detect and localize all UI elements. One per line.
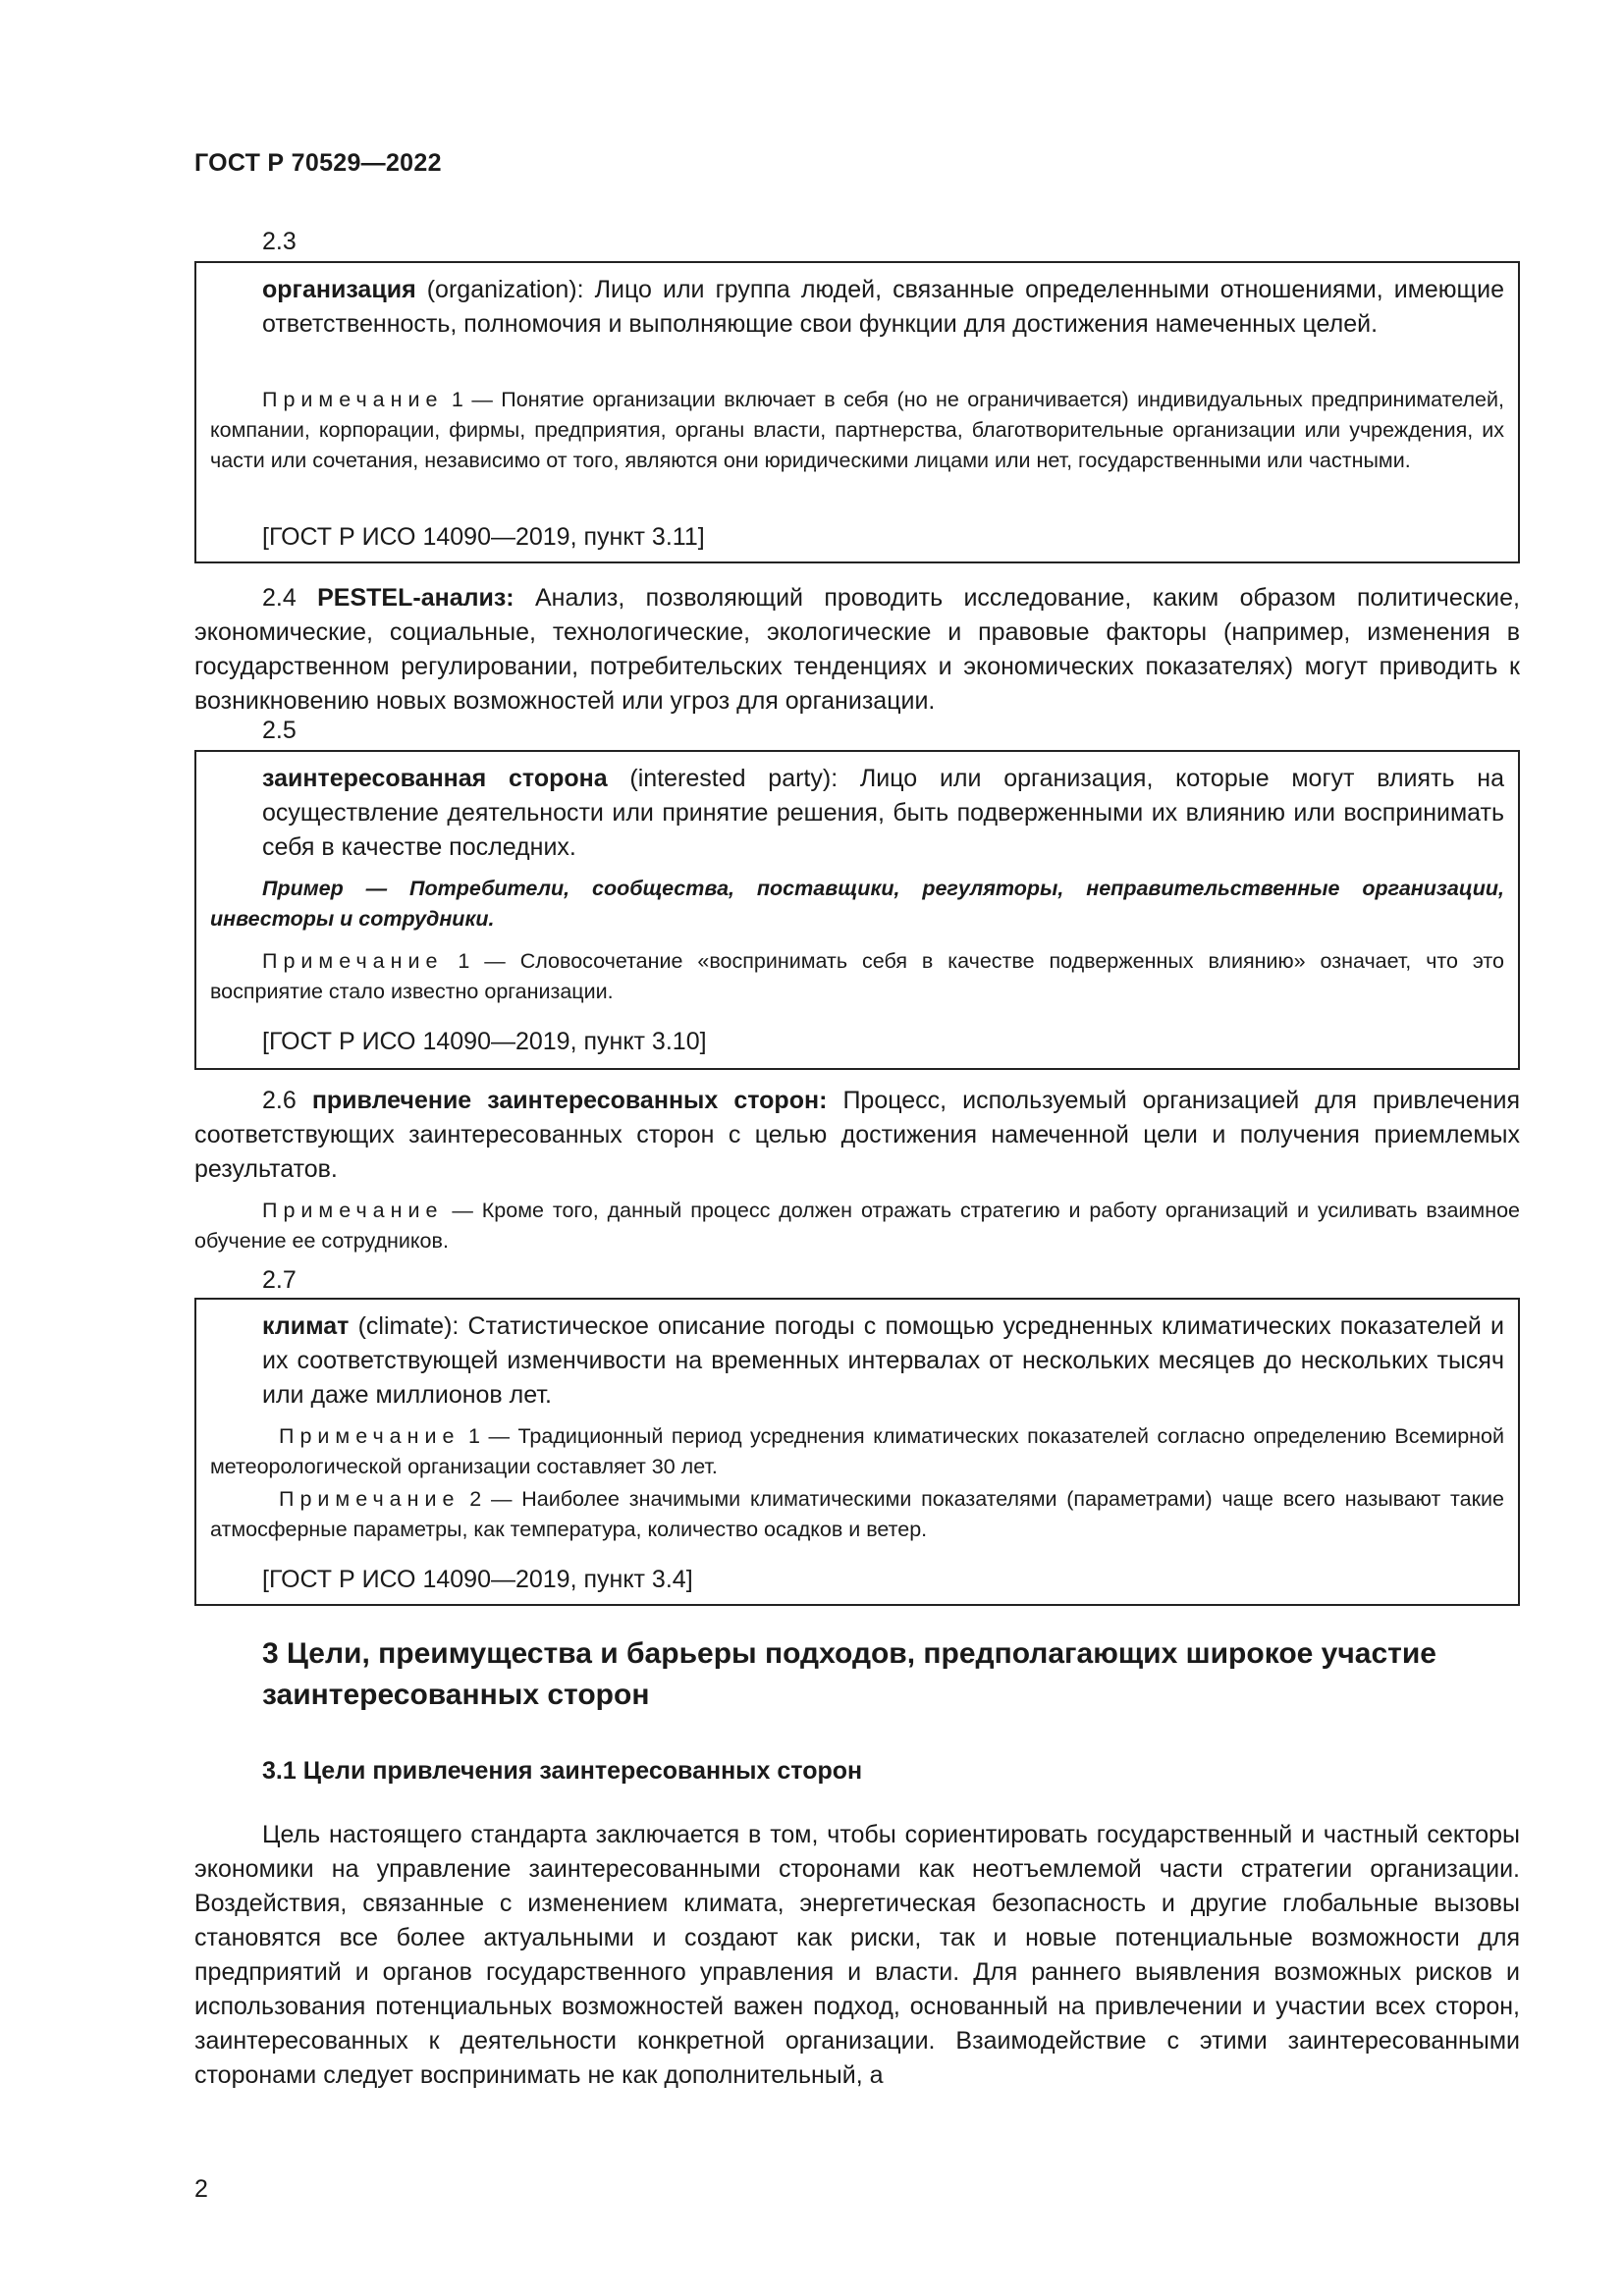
note-text: 1 — Традиционный период усреднения климатических показателей согласно определению Всемирной метеорологической организации составляет 30 лет. <box>210 1424 1504 1478</box>
term-number-2-5: 2.5 <box>262 717 297 744</box>
term-source-2-5: [ГОСТ Р ИСО 14090—2019, пункт 3.10] <box>262 1028 707 1055</box>
subsection-title-3-1: 3.1 Цели привлечения заинтересованных сторон <box>262 1757 863 1785</box>
term-name: PESTEL-анализ: <box>317 584 514 612</box>
term-definition-2-4 <box>194 581 1520 719</box>
definition-text: (organization): Лицо или группа людей, связанные определенными отношениями, имеющие ответственность, полномочия и выполняющие свои функции для достижения намеченных целей. <box>262 276 1504 338</box>
section-title-3: 3 Цели, преимущества и барьеры подходов, предполагающих широкое участие заинтересованных сторон <box>262 1637 1436 1711</box>
term-number-2-4: 2.4 <box>262 584 297 612</box>
term-source-2-7: [ГОСТ Р ИСО 14090—2019, пункт 3.4] <box>262 1566 693 1593</box>
term-note-2-6 <box>194 1196 1520 1256</box>
term-definition-2-5 <box>262 762 1504 865</box>
note-label: Примечание <box>279 1487 460 1511</box>
term-box-2-5 <box>194 750 1520 1070</box>
note-text: — Кроме того, данный процесс должен отражать стратегию и работу организаций и усиливать взаимное обучение ее сотрудников. <box>194 1199 1520 1253</box>
note-text: 1 — Понятие организации включает в себя (но не ограничивается) индивидуальных предпринимателей, компании, корпорации, фирмы, предприятия, органы власти, партнерства, благотворительные организации или учреждения, их части или сочетания, независимо от того, являются они юридическими лицами или нет, государственными или частными. <box>210 388 1504 472</box>
term-definition-2-6 <box>194 1084 1520 1187</box>
note-label: Примечание <box>262 1199 444 1222</box>
term-number-2-3: 2.3 <box>262 228 297 255</box>
definition-text: Анализ, позволяющий проводить исследование, каким образом политические, экономические, социальные, технологические, экологические и правовые факторы (например, изменения в государственном регулировании, потребительских тенденциях и экономических показателях) могут приводить к возникновению новых возможностей или угроз для организации. <box>194 584 1520 715</box>
definition-text: Процесс, используемый организацией для привлечения соответствующих заинтересованных сторон с целью достижения намеченной цели и получения приемлемых результатов. <box>194 1087 1520 1183</box>
note-label: Примечание <box>262 388 444 411</box>
document-header: ГОСТ Р 70529—2022 <box>194 149 442 177</box>
note-text: 2 — Наиболее значимыми климатическими показателями (параметрами) чаще всего называют такие атмосферные параметры, как температура, количество осадков и ветер. <box>210 1487 1504 1541</box>
term-definition-2-7 <box>262 1309 1504 1413</box>
term-note-2-3 <box>210 385 1504 476</box>
term-box-2-7 <box>194 1298 1520 1606</box>
term-name: организация <box>262 276 416 303</box>
term-source-2-3: [ГОСТ Р ИСО 14090—2019, пункт 3.11] <box>262 523 705 551</box>
page-number: 2 <box>194 2175 208 2203</box>
term-note2-2-7 <box>210 1484 1504 1545</box>
definition-text: (climate): Статистическое описание погоды с помощью усредненных климатических показателей и их соответствующей изменчивости на временных интервалах от нескольких месяцев до нескольких тысяч или даже миллионов лет. <box>262 1312 1504 1409</box>
term-note1-2-7 <box>210 1421 1504 1482</box>
term-name: заинтересованная сторона <box>262 765 608 792</box>
term-number-2-7: 2.7 <box>262 1266 297 1294</box>
definition-text: (interested party): Лицо или организация, которые могут влиять на осуществление деятельности или принятие решения, быть подверженными их влиянию или воспринимать себя в качестве последних. <box>262 765 1504 861</box>
note-label: Примечание <box>279 1424 460 1448</box>
note-label: Примечание <box>262 949 444 973</box>
term-example-2-5: Пример — Потребители, сообщества, поставщики, регуляторы, неправительственные организации, инвесторы и сотрудники. <box>210 877 1504 931</box>
term-number-2-6: 2.6 <box>262 1087 297 1114</box>
section-3-1-paragraph: Цель настоящего стандарта заключается в том, чтобы сориентировать государственный и частный секторы экономики на управление заинтересованными сторонами как неотъемлемой части стратегии организации. Воздействия, связанные с изменением климата, энергетическая безопасность и другие глобальные вызовы становятся все более актуальными и создают как риски, так и новые потенциальные возможности для предприятий и органов государственного управления и власти. Для раннего выявления возможных рисков и использования потенциальных возможностей важен подход, основанный на привлечении и участии всех сторон, заинтересованных к деятельности конкретной организации. Взаимодействие с этими заинтересованными сторонами следует воспринимать не как дополнительный, а <box>194 1821 1520 2089</box>
term-box-2-3 <box>194 261 1520 563</box>
term-name: климат <box>262 1312 350 1340</box>
term-note-2-5 <box>210 946 1504 1007</box>
term-name: привлечение заинтересованных сторон: <box>311 1087 828 1114</box>
note-text: 1 — Словосочетание «воспринимать себя в качестве подверженных влиянию» означает, что это восприятие стало известно организации. <box>210 949 1504 1003</box>
term-definition-2-3 <box>262 273 1504 342</box>
